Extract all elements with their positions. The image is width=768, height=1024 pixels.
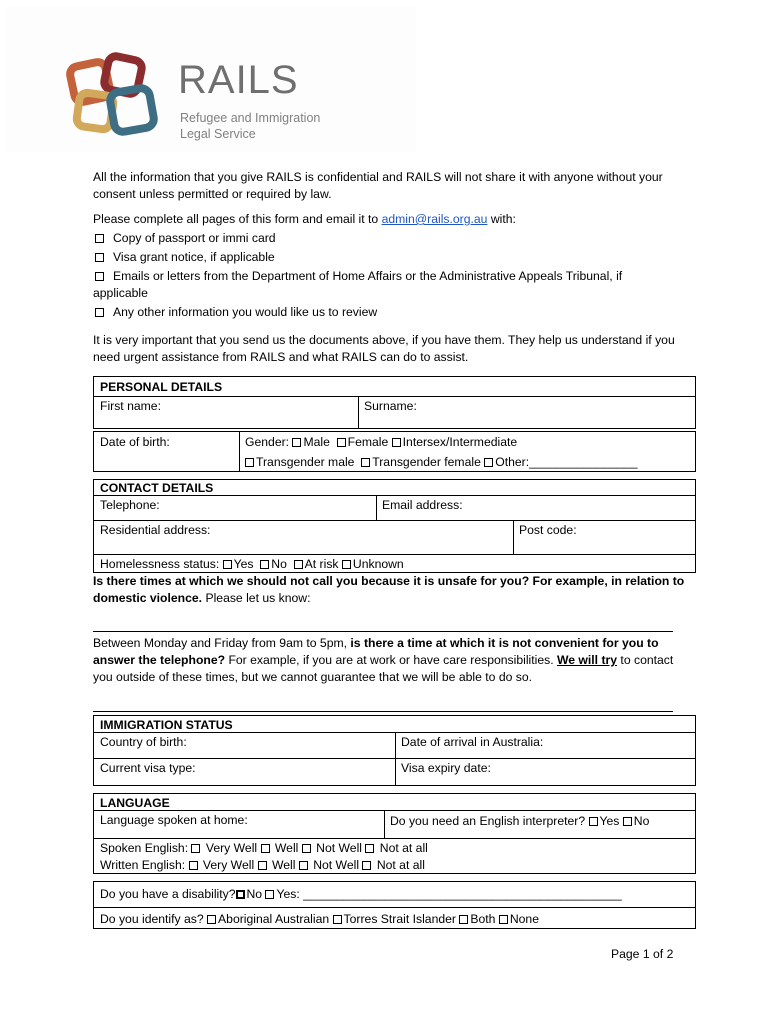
- interpreter-label: Do you need an English interpreter?: [390, 814, 589, 828]
- homeless-unknown-label: Unknown: [352, 557, 404, 571]
- telephone-field[interactable]: [94, 495, 376, 515]
- checkbox-spoken-very-well[interactable]: [191, 844, 200, 853]
- disability-no-label: No: [246, 887, 263, 901]
- spoken-english-label: Spoken English:: [100, 841, 192, 855]
- level-label: Not at all: [376, 858, 425, 872]
- document-item: [93, 249, 693, 266]
- contact-details-header: CONTACT DETAILS: [100, 481, 214, 495]
- confidential-paragraph: All the information that you give RAILS is confidential and RAILS will not share it with anyone without your consent unless permitted or required by law.: [93, 170, 663, 201]
- checkbox-none[interactable]: [499, 915, 508, 924]
- checkbox-aboriginal[interactable]: [207, 915, 216, 924]
- homeless-no-label: No: [271, 557, 287, 571]
- disability-label: Do you have a disability?: [100, 887, 236, 901]
- level-label: Not at all: [379, 841, 428, 855]
- checkbox-trans-female[interactable]: [361, 458, 370, 467]
- country-of-birth-label: Country of birth:: [100, 735, 187, 749]
- checkbox-homeless-yes[interactable]: [223, 560, 232, 569]
- safety-question: [93, 573, 693, 607]
- level-label: Not Well: [313, 858, 360, 872]
- document-item-label: Any other information you would like us to review: [113, 305, 378, 319]
- disability-identity-table: [93, 881, 696, 929]
- instructions-prefix: Please complete all pages of this form and email it to: [93, 212, 382, 226]
- availability-question: [93, 635, 693, 686]
- dob-label: Date of birth:: [100, 435, 170, 449]
- homeless-at-risk-label: At risk: [304, 557, 339, 571]
- surname-label: Surname:: [364, 399, 417, 413]
- homelessness-row: [94, 554, 410, 574]
- checkbox-interpreter-yes[interactable]: [589, 817, 598, 826]
- document-item-label: Emails or letters from the Department of Home Affairs or the Administrative Appeals Tribunal, if: [113, 269, 623, 283]
- level-label: Well: [274, 841, 299, 855]
- identity-row: [94, 909, 545, 929]
- first-name-label: First name:: [100, 399, 161, 413]
- header-logo: [6, 6, 416, 152]
- availability-part3: For example, if you are at work or have care responsibilities.: [225, 653, 557, 667]
- identity-label: Do you identify as?: [100, 912, 208, 926]
- checkbox-both[interactable]: [459, 915, 468, 924]
- visa-type-field[interactable]: [94, 758, 395, 778]
- availability-we-will-try: We will try: [556, 653, 618, 667]
- language-table: [93, 793, 696, 874]
- written-english-label: Written English:: [100, 858, 189, 872]
- email-label: Email address:: [382, 498, 463, 512]
- interpreter-no-label: No: [633, 814, 650, 828]
- telephone-label: Telephone:: [100, 498, 160, 512]
- checkbox-intersex[interactable]: [392, 438, 401, 447]
- checkbox-written-not-well[interactable]: [299, 861, 308, 870]
- male-label: Male: [303, 435, 330, 449]
- visa-expiry-field[interactable]: [395, 758, 497, 778]
- home-language-field[interactable]: [94, 810, 384, 830]
- checkbox-written-well[interactable]: [258, 861, 267, 870]
- personal-details-header: PERSONAL DETAILS: [100, 380, 223, 394]
- email-field[interactable]: [376, 495, 469, 515]
- checkbox-spoken-not-at-all[interactable]: [365, 844, 374, 853]
- safety-question-tail: Please let us know:: [202, 591, 311, 605]
- logo-subtitle-line1: Refugee and Immigration: [180, 111, 321, 125]
- home-language-label: Language spoken at home:: [100, 813, 248, 827]
- checkbox-passport[interactable]: [95, 234, 104, 243]
- checkbox-interpreter-no[interactable]: [623, 817, 632, 826]
- level-label: Well: [271, 858, 296, 872]
- checkbox-disability-yes[interactable]: [265, 890, 274, 899]
- identity-option-label: Both: [470, 912, 496, 926]
- dob-field[interactable]: [94, 432, 239, 472]
- availability-part5: to contact you outside of these times, but we cannot guarantee that we will be able to do so.: [93, 653, 674, 684]
- other-gender-label: Other:________________: [495, 455, 638, 469]
- document-item: [93, 304, 693, 321]
- arrival-date-label: Date of arrival in Australia:: [401, 735, 544, 749]
- checkbox-homeless-no[interactable]: [260, 560, 269, 569]
- level-label: Not Well: [316, 841, 362, 855]
- document-item-continued: applicable: [93, 286, 148, 300]
- country-of-birth-field[interactable]: [94, 732, 395, 752]
- availability-part2: is there a time at which it is not convenient for you to answer the telephone?: [93, 636, 659, 667]
- dob-gender-table: [93, 431, 696, 472]
- identity-option-label: Aboriginal Australian: [218, 912, 330, 926]
- checkbox-other-info[interactable]: [95, 308, 104, 317]
- document-item: [93, 230, 693, 247]
- intersex-label: Intersex/Intermediate: [402, 435, 518, 449]
- checkbox-other-gender[interactable]: [484, 458, 493, 467]
- interpreter-yes-label: Yes: [599, 814, 620, 828]
- visa-type-label: Current visa type:: [100, 761, 196, 775]
- first-name-field[interactable]: [94, 396, 358, 429]
- checkbox-female[interactable]: [337, 438, 346, 447]
- instructions-line: [93, 211, 693, 228]
- availability-answer-line[interactable]: [93, 711, 673, 712]
- personal-details-table: [93, 376, 696, 429]
- disability-row: [94, 884, 628, 904]
- safety-question-bold: Is there times at which we should not call you because it is unsafe for you? For example, in relation to domestic violence.: [93, 574, 685, 605]
- important-paragraph: It is very important that you send us the documents above, if you have them. They help us understand if you need urgent assistance from RAILS and what RAILS can do to assist.: [93, 333, 675, 364]
- surname-field[interactable]: [358, 396, 695, 429]
- logo-subtitle-line2: Legal Service: [180, 127, 256, 141]
- level-label: Very Well: [202, 858, 255, 872]
- gender-row-2: [239, 452, 644, 472]
- contact-details-table: [93, 479, 696, 573]
- admin-email-link[interactable]: admin@rails.org.au: [381, 212, 488, 226]
- document-item-label: Visa grant notice, if applicable: [113, 250, 275, 264]
- visa-expiry-label: Visa expiry date:: [401, 761, 491, 775]
- written-english-row: [94, 855, 431, 875]
- postcode-label: Post code:: [519, 523, 577, 537]
- checkbox-homeless-unknown[interactable]: [342, 560, 351, 569]
- immigration-status-table: [93, 715, 696, 786]
- identity-option-label: Torres Strait Islander: [343, 912, 456, 926]
- gender-row-1: [239, 432, 523, 452]
- checkbox-visa-grant[interactable]: [95, 253, 104, 262]
- checkbox-spoken-not-well[interactable]: [302, 844, 311, 853]
- homelessness-label: Homelessness status:: [100, 557, 223, 571]
- availability-part1: Between Monday and Friday from 9am to 5pm,: [93, 636, 351, 650]
- immigration-status-header: IMMIGRATION STATUS: [100, 718, 233, 732]
- document-item: [93, 268, 693, 285]
- gender-label: Gender:: [245, 435, 293, 449]
- logo-subtitle: [180, 110, 320, 142]
- female-label: Female: [347, 435, 389, 449]
- trans-female-label: Transgender female: [372, 455, 481, 469]
- checkbox-male[interactable]: [292, 438, 301, 447]
- checkbox-written-not-at-all[interactable]: [362, 861, 371, 870]
- checkbox-written-very-well[interactable]: [189, 861, 198, 870]
- identity-option-label: None: [509, 912, 539, 926]
- document-item-label: Copy of passport or immi card: [113, 231, 276, 245]
- checkbox-disability-no[interactable]: [236, 890, 245, 899]
- disability-yes-label: Yes: _______________________________________________: [276, 887, 622, 901]
- checkbox-spoken-well[interactable]: [261, 844, 270, 853]
- address-field[interactable]: [94, 520, 513, 554]
- level-label: Very Well: [205, 841, 258, 855]
- page-number: Page 1 of 2: [611, 947, 674, 961]
- rails-logo-icon: [62, 52, 166, 144]
- checkbox-trans-male[interactable]: [245, 458, 254, 467]
- logo-title: RAILS: [178, 58, 299, 102]
- arrival-date-field[interactable]: [395, 732, 549, 752]
- safety-answer-line[interactable]: [93, 631, 673, 632]
- postcode-field[interactable]: [513, 520, 583, 554]
- interpreter-row: [384, 811, 655, 831]
- homeless-yes-label: Yes: [233, 557, 254, 571]
- checkbox-torres-strait[interactable]: [333, 915, 342, 924]
- trans-male-label: Transgender male: [256, 455, 355, 469]
- address-label: Residential address:: [100, 523, 211, 537]
- checkbox-homeless-at-risk[interactable]: [294, 560, 303, 569]
- checkbox-emails-letters[interactable]: [95, 272, 104, 281]
- instructions-suffix: with:: [487, 212, 516, 226]
- language-header: LANGUAGE: [100, 796, 170, 810]
